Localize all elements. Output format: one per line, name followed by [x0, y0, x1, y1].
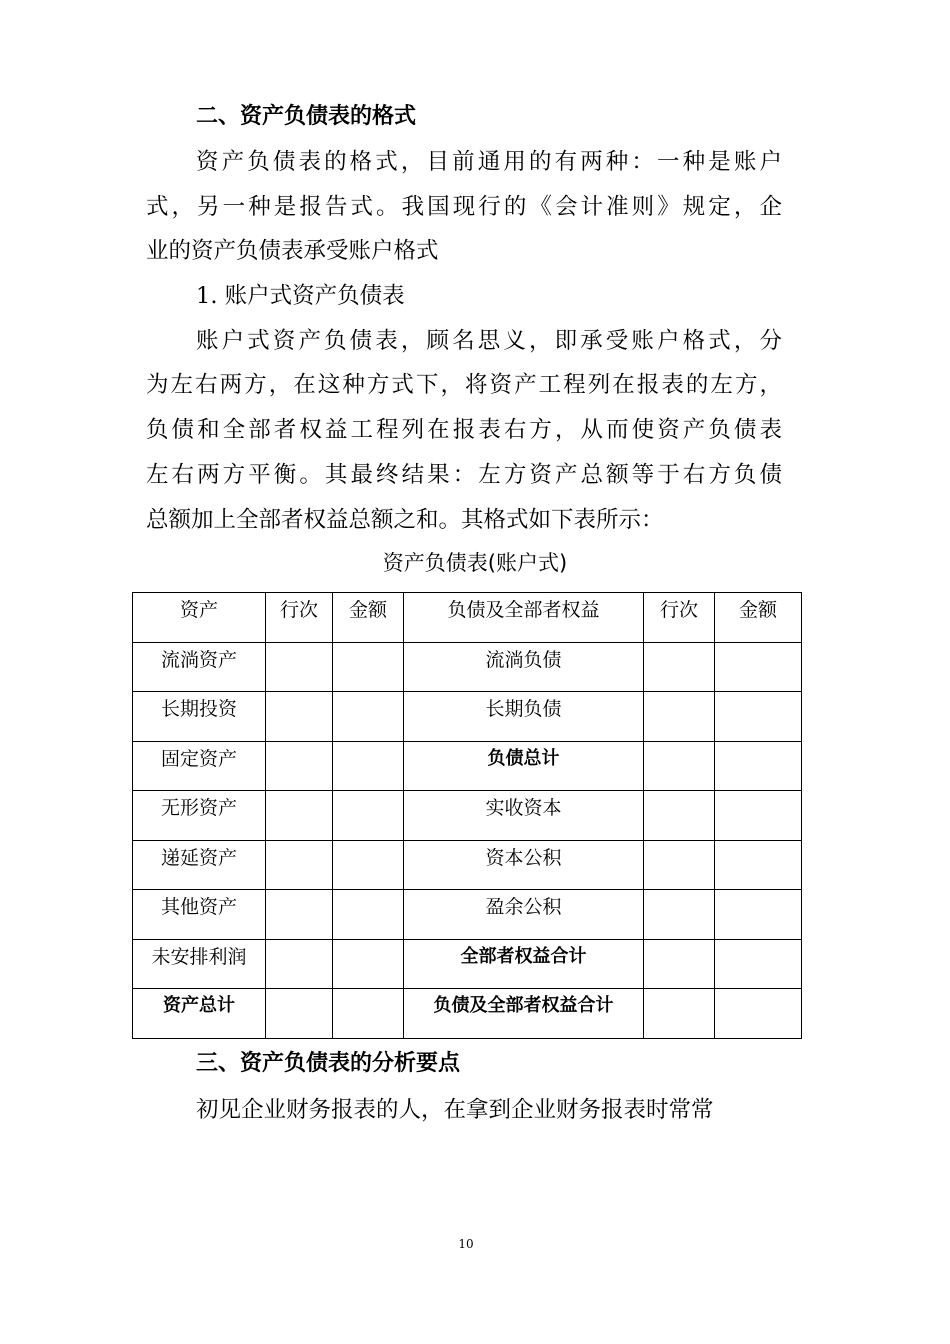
header-assets: 资产	[133, 593, 266, 643]
line-no-cell	[644, 840, 715, 890]
line-no-cell	[644, 890, 715, 940]
amount-cell	[715, 890, 802, 940]
liability-equity-item-cell: 负债及全部者权益合计	[404, 989, 644, 1039]
amount-cell	[333, 692, 404, 742]
amount-cell	[333, 642, 404, 692]
line-no-cell	[644, 939, 715, 989]
line-no-cell	[644, 989, 715, 1039]
line-no-cell	[266, 791, 333, 841]
amount-cell	[333, 939, 404, 989]
line-no-cell	[266, 642, 333, 692]
header-line-no: 行次	[644, 593, 715, 643]
amount-cell	[333, 890, 404, 940]
table-title: 资产负债表(账户式)	[382, 551, 568, 575]
header-amount: 金额	[333, 593, 404, 643]
amount-cell	[715, 840, 802, 890]
amount-cell	[333, 741, 404, 791]
paragraph-line: 左右两方平衡。其最终结果：左方资产总额等于右方负债	[146, 462, 782, 488]
amount-cell	[333, 989, 404, 1039]
line-no-cell	[266, 890, 333, 940]
paragraph-line: 初见企业财务报表的人，在拿到企业财务报表时常常	[196, 1097, 714, 1123]
line-no-cell	[644, 741, 715, 791]
paragraph-line: 业的资产负债表承受账户格式	[146, 238, 439, 264]
liability-equity-item-cell: 资本公积	[404, 840, 644, 890]
header-amount: 金额	[715, 593, 802, 643]
amount-cell	[715, 989, 802, 1039]
paragraph-line: 式，另一种是报告式。我国现行的《会计准则》规定，企	[146, 194, 782, 220]
asset-item-cell: 长期投资	[133, 692, 266, 742]
table-row	[133, 791, 802, 841]
asset-item-cell: 无形资产	[133, 791, 266, 841]
amount-cell	[715, 692, 802, 742]
table-row	[133, 989, 802, 1039]
asset-item-cell: 未安排利润	[133, 939, 266, 989]
paragraph-line: 资产负债表的格式，目前通用的有两种：一种是账户	[196, 149, 782, 175]
header-line-no: 行次	[266, 593, 333, 643]
table-row	[133, 939, 802, 989]
table-row	[133, 840, 802, 890]
amount-cell	[715, 642, 802, 692]
line-no-cell	[266, 741, 333, 791]
amount-cell	[715, 791, 802, 841]
asset-item-cell: 流淌资产	[133, 642, 266, 692]
liability-equity-item-cell: 盈余公积	[404, 890, 644, 940]
amount-cell	[333, 840, 404, 890]
amount-cell	[715, 939, 802, 989]
section-heading-analysis: 三、资产负债表的分析要点	[196, 1051, 461, 1076]
table-row	[133, 642, 802, 692]
amount-cell	[333, 791, 404, 841]
liability-equity-item-cell: 实收资本	[404, 791, 644, 841]
section-heading-format: 二、资产负债表的格式	[196, 104, 417, 129]
liability-equity-item-cell: 流淌负债	[404, 642, 644, 692]
asset-item-cell: 资产总计	[133, 989, 266, 1039]
liability-equity-item-cell: 负债总计	[404, 741, 644, 791]
table-row	[133, 741, 802, 791]
table-row	[133, 692, 802, 742]
liability-equity-item-cell: 长期负债	[404, 692, 644, 742]
line-no-cell	[644, 791, 715, 841]
table-header-row	[133, 593, 802, 643]
asset-item-cell: 其他资产	[133, 890, 266, 940]
line-no-cell	[266, 989, 333, 1039]
asset-item-cell: 固定资产	[133, 741, 266, 791]
line-no-cell	[266, 692, 333, 742]
table-row	[133, 890, 802, 940]
line-no-cell	[644, 692, 715, 742]
liability-equity-item-cell: 全部者权益合计	[404, 939, 644, 989]
paragraph-line: 账户式资产负债表，顾名思义，即承受账户格式，分	[196, 328, 782, 354]
paragraph-line: 负债和全部者权益工程列在报表右方，从而使资产负债表	[146, 417, 782, 443]
line-no-cell	[266, 939, 333, 989]
amount-cell	[715, 741, 802, 791]
balance-sheet-table	[132, 592, 802, 1039]
paragraph-line: 总额加上全部者权益总额之和。其格式如下表所示：	[146, 507, 664, 533]
line-no-cell	[266, 840, 333, 890]
asset-item-cell: 递延资产	[133, 840, 266, 890]
line-no-cell	[644, 642, 715, 692]
page-number: 10	[458, 1237, 474, 1251]
paragraph-line: 为左右两方，在这种方式下，将资产工程列在报表的左方，	[146, 372, 782, 398]
header-liabilities-equity: 负债及全部者权益	[404, 593, 644, 643]
subheading-account-format: 1. 账户式资产负债表	[196, 283, 405, 309]
